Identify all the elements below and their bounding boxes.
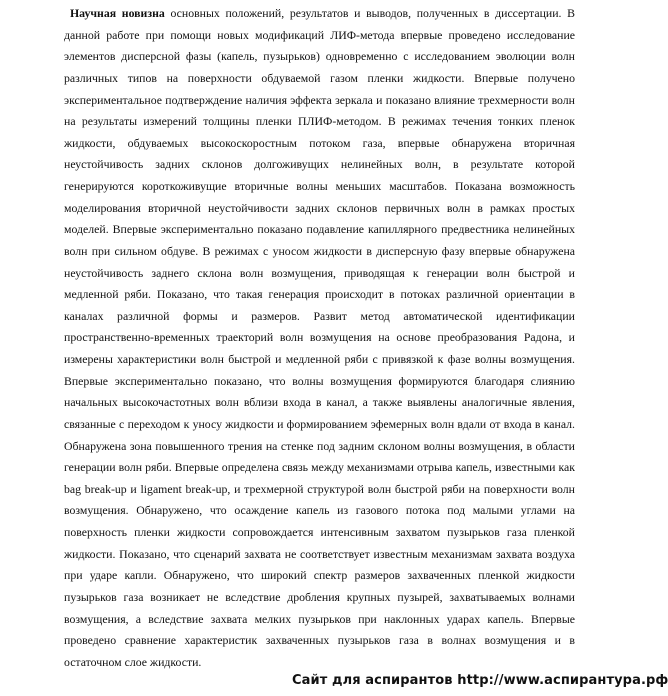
- paragraph-body: основных положений, результатов и выводов, полученных в диссертации. В данной работе при помощи новых модификаций ЛИФ-метода впервые проведено исследование элементов дисперсной фазы (капель, пузырьков) одновременно с исследованием эволюции волн различных типов на поверхности обдуваемой газом пленки жидкости. Впервые получено экспериментальное подтверждение наличия эффекта зеркала и показано влияние трехмерности волн на результаты измерений толщины пленки ПЛИФ-методом. В режимах течения тонких пленок жидкости, обдуваемых высокоскоростным потоком газа, впервые обнаружена вторичная неустойчивость задних склонов долгоживущих нелинейных волн, в результате которой генерируются короткоживущие вторичные волны меньших масштабов. Показана возможность моделирования вторичной неустойчивости задних склонов первичных волн в рамках простых моделей. Впервые экспериментально показано подавление капиллярного предвестника нелинейных волн при сильном обдуве. В режимах с уносом жидкости в дисперсную фазу впервые обнаружена неустойчивость заднего склона волн возмущения, приводящая к генерации волн быстрой и медленной ряби. Показано, что такая генерация происходит в потоках различной ориентации в каналах различной формы и размеров. Развит метод автоматической идентификации пространственно-временных траекторий волн возмущения на основе преобразования Радона, и измерены характеристики волн быстрой и медленной ряби с привязкой к фазе волны возмущения. Впервые экспериментально показано, что волны возмущения формируются благодаря слиянию начальных высокочастотных волн вблизи входа в канал, а также выявлены аналогичные явления, связанные с переходом к уносу жидкости и формированием эфемерных волн вдали от входа в канал. Обнаружена зона повышенного трения на стенке под задним склоном волны возмущения, в области генерации волн ряби. Впервые определена связь между механизмами отрыва капель, известными как bag break-up и ligament break-up, и трехмерной структурой волн быстрой ряби на поверхности волн возмущения. Обнаружено, что осаждение капель из газового потока под малыми углами на поверхность пленки жидкости сопровождается интенсивным захватом пузырьков газа пленкой жидкости. Показано, что сценарий захвата не соответствует известным механизмам захвата воздуха при ударе капли. Обнаружено, что широкий спектр размеров захваченных пленкой жидкости пузырьков газа возникает не вследствие дробления крупных пузырей, захватываемых волнами возмущения, а вследствие захвата мелких пузырьков при наклонных ударах капель. Впервые проведено сравнение характеристик захваченных пузырьков газа в волнах возмущения и в остаточном слое жидкости.: [64, 6, 576, 669]
- main-paragraph: [64, 3, 575, 673]
- site-footer-caption: Сайт для аспирантов http://www.аспирантура.рф: [292, 673, 668, 688]
- document-page: [64, 3, 575, 673]
- section-lead-heading: Научная новизна: [70, 6, 165, 20]
